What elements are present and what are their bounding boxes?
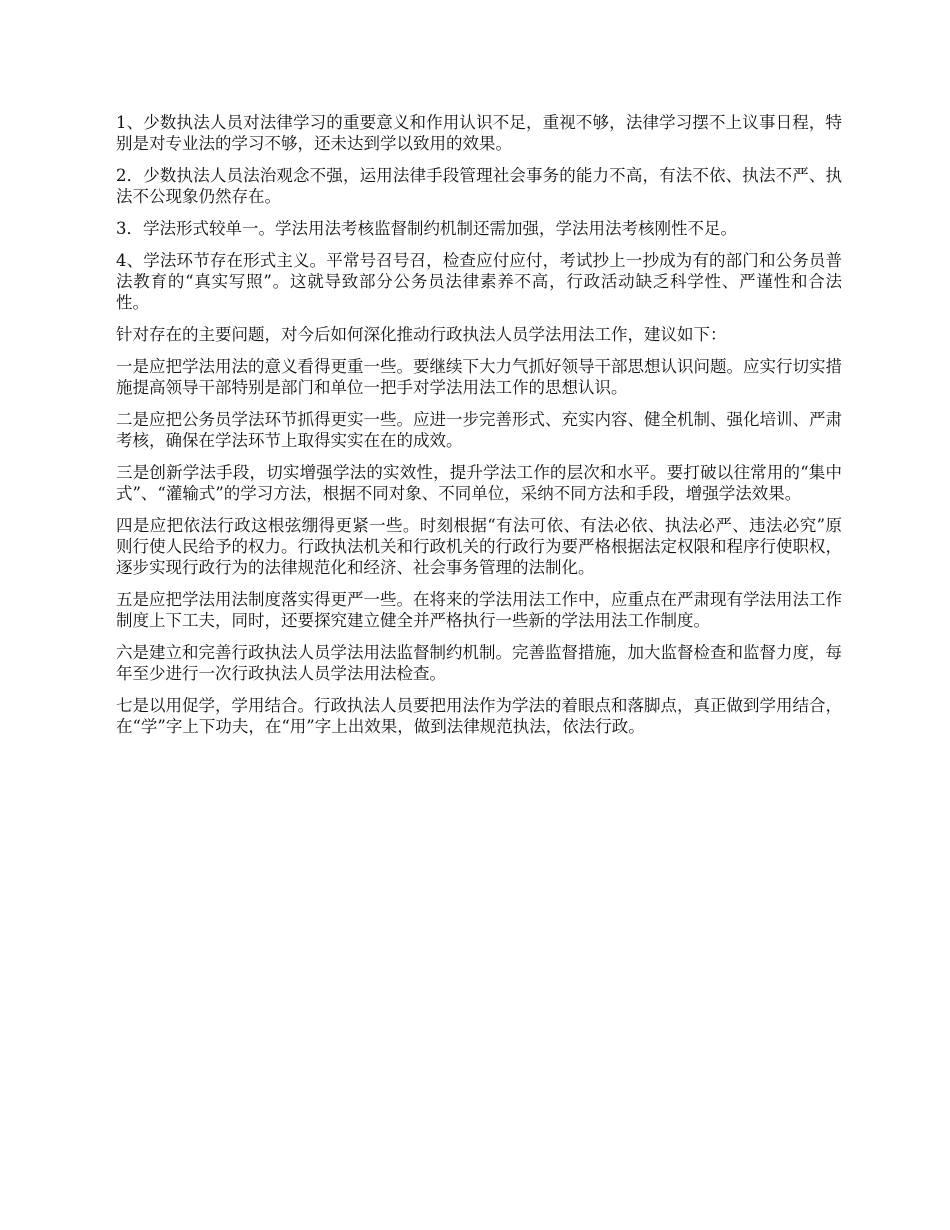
paragraph-7: 二是应把公务员学法环节抓得更实一些。应进一步完善形式、充实内容、健全机制、强化培训、严肃考核，确保在学法环节上取得实实在在的成效。 (116, 410, 842, 450)
paragraph-1: 1、少数执法人员对法律学习的重要意义和作用认识不足，重视不够，法律学习摆不上议事日程，特别是对专业法的学习不够，还未达到学以致用的效果。 (116, 113, 842, 153)
paragraph-6: 一是应把学法用法的意义看得更重一些。要继续下大力气抓好领导干部思想认识问题。应实行切实措施提高领导干部特别是部门和单位一把手对学法用法工作的思想认识。 (116, 357, 842, 397)
paragraph-3: 3．学法形式较单一。学法用法考核监督制约机制还需加强，学法用法考核刚性不足。 (116, 219, 737, 238)
paragraph-2: 2．少数执法人员法治观念不强，运用法律手段管理社会事务的能力不高，有法不依、执法不严、执法不公现象仍然存在。 (116, 166, 842, 206)
paragraph-4: 4、学法环节存在形式主义。平常号召号召，检查应付应付，考试抄上一抄成为有的部门和公务员普法教育的“真实写照”。这就导致部分公务员法律素养不高，行政活动缺乏科学性、严谨性和合法性。 (116, 251, 842, 312)
paragraph-10: 五是应把学法用法制度落实得更严一些。在将来的学法用法工作中，应重点在严肃现有学法用法工作制度上下工夫，同时，还要探究建立健全并严格执行一些新的学法用法工作制度。 (116, 590, 842, 630)
paragraph-9: 四是应把依法行政这根弦绷得更紧一些。时刻根据“有法可依、有法必依、执法必严、违法必究”原则行使人民给予的权力。行政执法机关和行政机关的行政行为要严格根据法定权限和程序行使职权，逐步实现行政行为的法律规范化和经济、社会事务管理的法制化。 (116, 516, 842, 577)
paragraph-11: 六是建立和完善行政执法人员学法用法监督制约机制。完善监督措施，加大监督检查和监督力度，每年至少进行一次行政执法人员学法用法检查。 (116, 643, 842, 683)
paragraph-8: 三是创新学法手段，切实增强学法的实效性，提升学法工作的层次和水平。要打破以往常用的“集中式”、“灌输式”的学习方法，根据不同对象、不同单位，采纳不同方法和手段，增强学法效果。 (116, 463, 842, 503)
paragraph-12: 七是以用促学，学用结合。行政执法人员要把用法作为学法的着眼点和落脚点，真正做到学用结合，在“学”字上下功夫，在“用”字上出效果，做到法律规范执法，依法行政。 (116, 696, 842, 736)
paragraph-5: 针对存在的主要问题，对今后如何深化推动行政执法人员学法用法工作，建议如下： (116, 325, 727, 344)
document-body (116, 112, 842, 748)
